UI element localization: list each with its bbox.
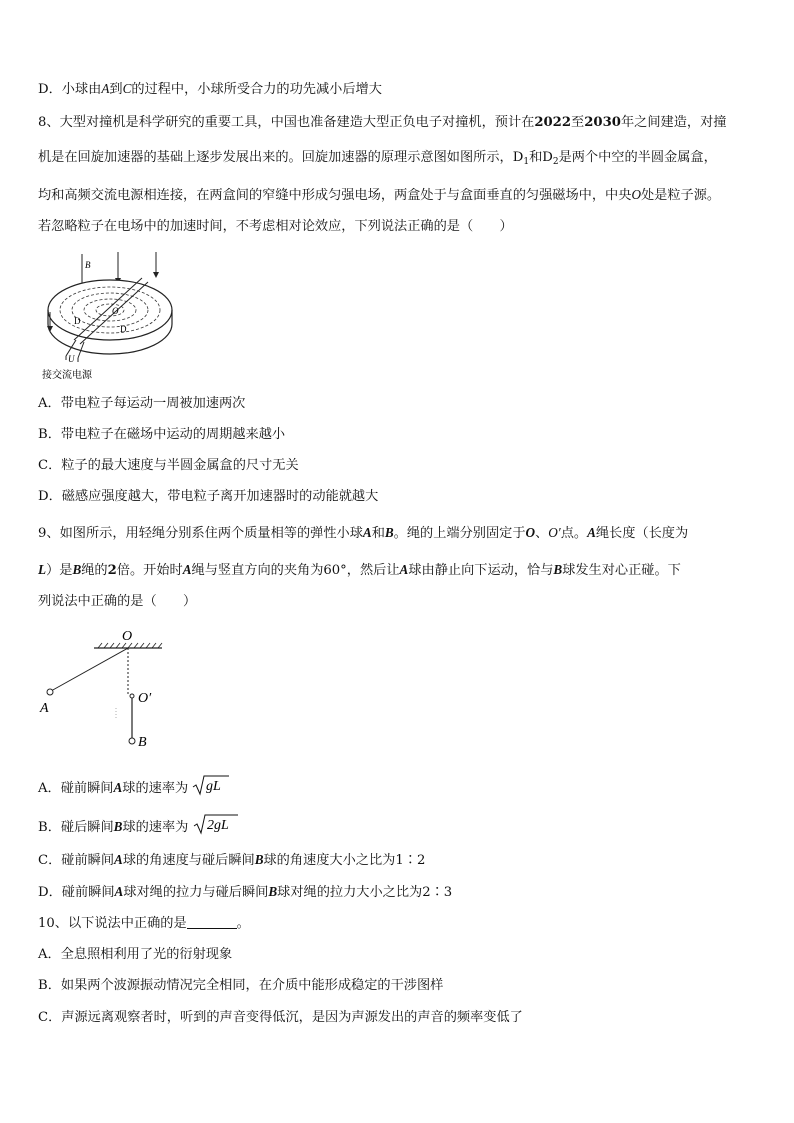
dee-top-face [48,280,172,340]
label-b: B [85,260,91,270]
q10-stem: 10、以下说法中正确的是 。 [38,916,250,931]
exit-arrow [47,326,53,332]
q10-option-a: A．全息照相利用了光的衍射现象 [38,947,233,962]
q8-option-a: A．带电粒子每运动一周被加速两次 [38,396,246,411]
label-a: A [40,701,49,716]
rope-a [51,648,128,691]
pendulum-figure [34,624,174,754]
q7-option-d: D．小球由A到C的过程中，小球所受合力的功先减小后增大 [38,81,382,97]
svg-text:gL: gL [206,779,222,794]
answer-blank[interactable] [187,914,237,929]
q9-stem-line1: 9、如图所示，用轻绳分别系住两个质量相等的弹性小球A和B。绳的上端分别固定于O、O′点。A绳长度（长度为 [38,525,689,541]
sqrt-gl [192,774,230,803]
q9-option-b: B．碰后瞬间B球的速率为 2gL [38,813,239,842]
ball-a [47,689,53,695]
q8-stem-line2: 机是在回旋加速器的基础上逐步发展出来的。回旋加速器的原理示意图如图所示，$D_1$和$D_2$是两个中空的半圆金属盒， [38,150,717,167]
q8-stem-line4: 若忽略粒子在电场中的加速时间，不考虑相对论效应，下列说法正确的是（ ） [38,219,513,234]
q9-option-c: C．碰前瞬间A球的角速度与碰后瞬间B球的角速度大小之比为1∶2 [38,852,426,868]
q8-stem-line1: 8、大型对撞机是科学研究的重要工具，中国也准备建造大型正负电子对撞机，预计在2022至2030年之间建造，对撞 [38,115,727,130]
ball-b [129,738,135,744]
sqrt-2gl [193,813,239,842]
figure-caption: 接交流电源 [42,370,92,381]
label-d2: D [120,324,127,334]
label-o: O [112,306,119,316]
label-b: B [138,735,147,750]
q8-option-b: B．带电粒子在磁场中运动的周期越来越小 [38,427,286,442]
field-arrow [153,272,159,278]
label-u: U [68,354,75,364]
q8-option-d: D．磁感应强度越大，带电粒子离开加速器时的动能就越大 [38,489,379,504]
q8-option-c: C．粒子的最大速度与半圆金属盒的尺寸无关 [38,458,299,473]
label-o: O [122,629,133,644]
q9-option-a: A．碰前瞬间A球的速率为 gL [38,774,230,803]
label-o-prime: O′ [138,691,152,706]
svg-text:2gL: 2gL [206,818,229,833]
q8-stem-line3: 均和高频交流电源相连接，在两盒间的窄缝中形成匀强电场，两盒处于与盒面垂直的匀强磁场中，中央O处是粒子源。 [38,187,721,203]
q10-option-c: C．声源远离观察者时，听到的声音变得低沉，是因为声源发出的声音的频率变低了 [38,1010,523,1025]
q9-option-d: D．碰前瞬间A球对绳的拉力与碰后瞬间B球对绳的拉力大小之比为2∶3 [38,884,453,900]
label-d1: D [74,316,81,326]
pivot-o-prime [130,694,134,698]
q10-option-b: B．如果两个波源振动情况完全相同，在介质中能形成稳定的干涉图样 [38,978,444,993]
q9-stem-line2: L）是B绳的2倍。开始时A绳与竖直方向的夹角为60°，然后让A球由静止向下运动，恰与B球发生对心正碰。下 [38,562,681,578]
cyclotron-figure [38,248,178,384]
q9-stem-line3: 列说法中正确的是（ ） [38,594,197,609]
